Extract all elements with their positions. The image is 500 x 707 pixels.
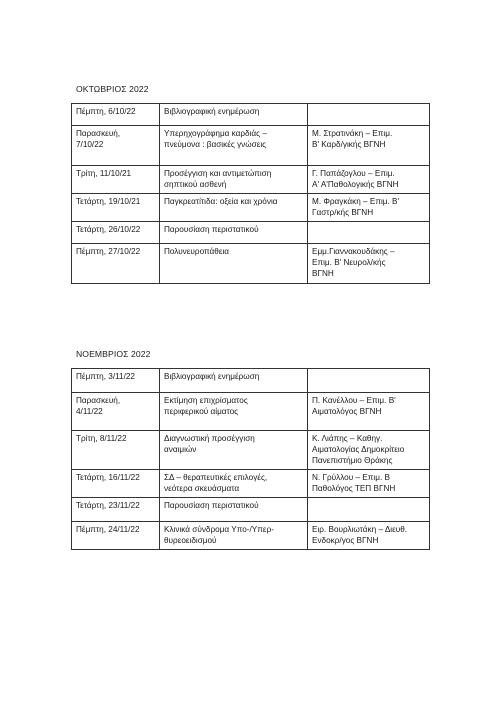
topic-cell: Διαγνωστική προσέγγιση αναιμιών — [160, 431, 308, 470]
table-row — [72, 104, 430, 126]
date-cell: Πέμπτη, 6/10/22 — [72, 104, 160, 126]
table-row — [72, 522, 430, 550]
table-row — [72, 498, 430, 522]
topic-cell: ΣΔ – θεραπευτικές επιλογές, νεότερα σκευάσματα — [160, 470, 308, 498]
speaker-cell: Μ. Στρατινάκη – Επιμ. Β' Καρδ/γικής ΒΓΝΗ — [308, 126, 430, 166]
date-cell: Τετάρτη, 16/11/22 — [72, 470, 160, 498]
table-row — [72, 369, 430, 393]
topic-cell: Βιβλιογραφική ενημέρωση — [160, 369, 308, 393]
date-cell: Παρασκευή, 4/11/22 — [72, 393, 160, 431]
speaker-cell: Μ. Φραγκάκη – Επιμ. Β' Γαστρ/κής ΒΓΝΗ — [308, 194, 430, 222]
section-title-october: ΟΚΤΩΒΡΙΟΣ 2022 — [76, 84, 149, 94]
speaker-cell: Π. Κανέλλου – Επιμ. Β' Αιματολόγος ΒΓΝΗ — [308, 393, 430, 431]
date-cell: Τετάρτη, 19/10/21 — [72, 194, 160, 222]
topic-cell: Προσέγγιση και αντιμετώπιση σηπτικού ασθενή — [160, 166, 308, 194]
table-row — [72, 431, 430, 470]
table-row — [72, 470, 430, 498]
table-row — [72, 244, 430, 284]
topic-cell: Εκτίμηση επιχρίσματος περιφερικού αίματος — [160, 393, 308, 431]
topic-cell: Παρουσίαση περιστατικού — [160, 222, 308, 244]
topic-cell: Βιβλιογραφική ενημέρωση — [160, 104, 308, 126]
topic-cell: Παγκρεατίτιδα: οξεία και χρόνια — [160, 194, 308, 222]
speaker-cell: Κ. Λιάπης – Καθηγ. Αιματολογίας Δημοκρίτειο Πανεπιστήμιο Θράκης — [308, 431, 430, 470]
date-cell: Πέμπτη, 24/11/22 — [72, 522, 160, 550]
speaker-cell: Ν. Γρύλλου – Επιμ. Β Παθολόγος ΤΕΠ ΒΓΝΗ — [308, 470, 430, 498]
speaker-cell — [308, 369, 430, 393]
topic-cell: Υπερηχογράφημα καρδιάς – πνεύμονα : βασικές γνώσεις — [160, 126, 308, 166]
table-row — [72, 194, 430, 222]
date-cell: Τρίτη, 8/11/22 — [72, 431, 160, 470]
speaker-cell — [308, 104, 430, 126]
table-row — [72, 166, 430, 194]
table-row — [72, 222, 430, 244]
topic-cell: Παρουσίαση περιστατικού — [160, 498, 308, 522]
speaker-cell: Γ. Παπάζογλου – Επιμ. Α' Α'Παθολογικής ΒΓΝΗ — [308, 166, 430, 194]
schedule-table-november — [71, 368, 430, 550]
speaker-cell — [308, 498, 430, 522]
speaker-cell: Εμμ.Γιαννακουδάκης – Επιμ. Β' Νευρολ/κής ΒΓΝΗ — [308, 244, 430, 284]
date-cell: Τετάρτη, 23/11/22 — [72, 498, 160, 522]
date-cell: Παρασκευή, 7/10/22 — [72, 126, 160, 166]
topic-cell: Πολυνευροπάθεια — [160, 244, 308, 284]
speaker-cell — [308, 222, 430, 244]
date-cell: Πέμπτη, 3/11/22 — [72, 369, 160, 393]
speaker-cell: Ειρ. Βουρλιωτάκη – Διευθ. Ενδοκρ/γος ΒΓΝΗ — [308, 522, 430, 550]
topic-cell: Κλινικά σύνδρομα Υπο-/Υπερ- θυρεοειδισμού — [160, 522, 308, 550]
table-row — [72, 393, 430, 431]
date-cell: Τρίτη, 11/10/21 — [72, 166, 160, 194]
table-row — [72, 126, 430, 166]
date-cell: Πέμπτη, 27/10/22 — [72, 244, 160, 284]
schedule-table-october — [71, 103, 430, 284]
section-title-november: ΝΟΕΜΒΡΙΟΣ 2022 — [76, 349, 151, 359]
date-cell: Τετάρτη, 26/10/22 — [72, 222, 160, 244]
